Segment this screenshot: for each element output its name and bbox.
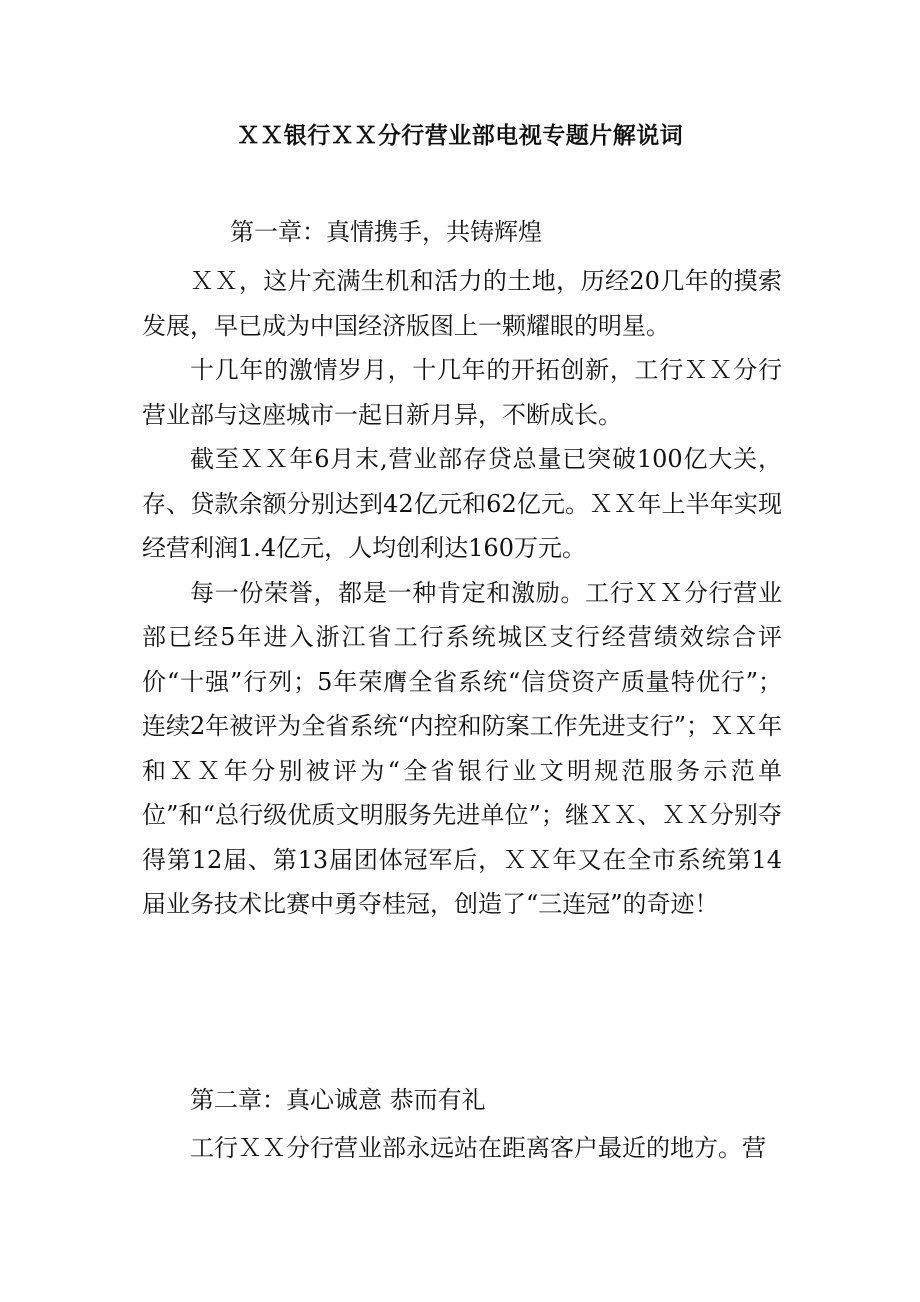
paragraph: 每一份荣誉，都是一种肯定和激励。工行ＸＸ分行营业部已经5年进入浙江省工行系统城区支行经营绩效综合评价“十强”行列；5年荣膺全省系统“信贷资产质量特优行”；连续2年被评为全省系统“内控和防案工作先进支行”；ＸＸ年和ＸＸ年分别被评为“全省银行业文明规范服务示范单位”和“总行级优质文明服务先进单位”；继ＸＸ、ＸＸ分别夺得第12届、第13届团体冠军后，ＸＸ年又在全市系统第14届业务技术比赛中勇夺桂冠，创造了“三连冠”的奇迹！ — [142, 578, 782, 918]
chapter-2-heading: 第二章：真心诚意 恭而有礼 — [190, 1086, 486, 1114]
chapter-2-body — [142, 1126, 782, 1171]
paragraph: 工行ＸＸ分行营业部永远站在距离客户最近的地方。营 — [190, 1134, 766, 1162]
paragraph: 截至ＸＸ年6月末,营业部存贷总量已突破100亿大关，存、贷款余额分别达到42亿元和62亿元。ＸＸ年上半年实现经营利润1.4亿元，人均创利达160万元。 — [142, 445, 782, 562]
document-title: ＸＸ银行ＸＸ分行营业部电视专题片解说词 — [236, 122, 684, 149]
chapter-1-heading: 第一章：真情携手，共铸辉煌 — [230, 218, 542, 246]
paragraph: ＸＸ，这片充满生机和活力的土地，历经20几年的摸索发展，早已成为中国经济版图上一颗耀眼的明星。 — [142, 267, 782, 340]
chapter-1-body — [142, 259, 782, 927]
paragraph: 十几年的激情岁月，十几年的开拓创新，工行ＸＸ分行营业部与这座城市一起日新月异，不断成长。 — [142, 356, 782, 429]
